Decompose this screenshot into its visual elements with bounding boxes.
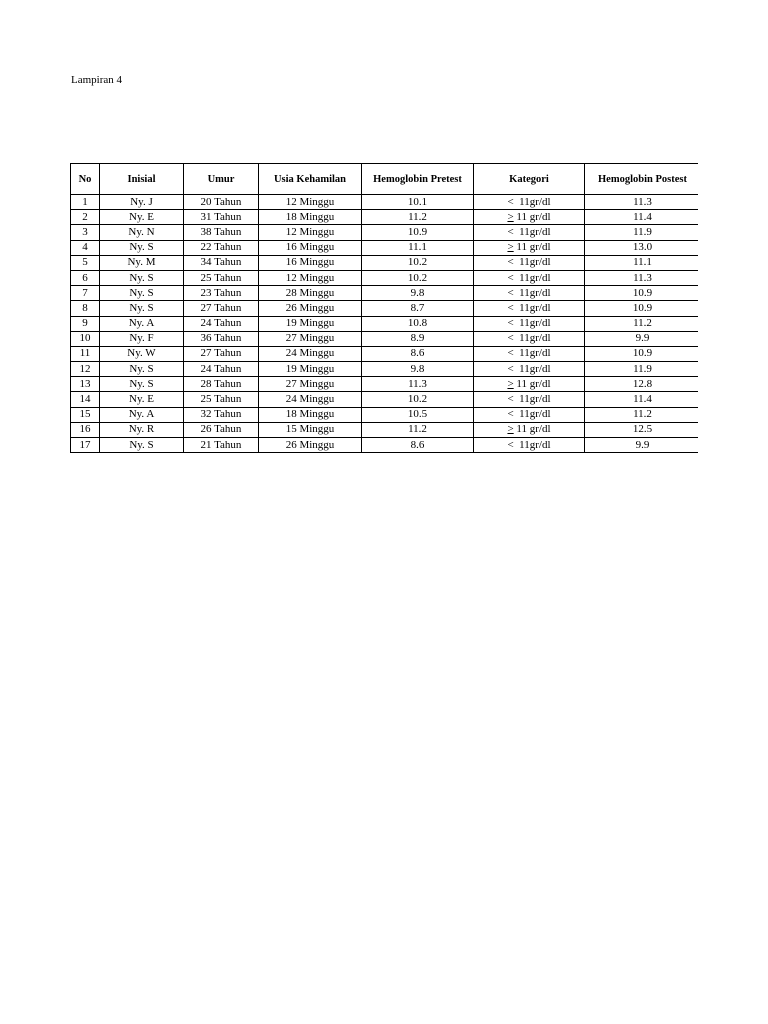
cell-usia-kehamilan: 16 Minggu bbox=[259, 240, 362, 255]
cell-inisial: Ny. F bbox=[100, 331, 184, 346]
table-row bbox=[71, 301, 699, 316]
cell-umur: 28 Tahun bbox=[184, 377, 259, 392]
kategori-value: 11gr/dl bbox=[519, 317, 551, 330]
kategori-value: 11 gr/dl bbox=[516, 210, 551, 223]
kategori-symbol: > bbox=[507, 377, 514, 390]
cell-inisial: Ny. S bbox=[100, 377, 184, 392]
cell-usia-kehamilan: 12 Minggu bbox=[259, 195, 362, 210]
cell-hemoglobin-pretest: 11.3 bbox=[362, 377, 474, 392]
cell-no: 11 bbox=[71, 346, 100, 361]
cell-umur: 23 Tahun bbox=[184, 286, 259, 301]
cell-kategori bbox=[474, 392, 585, 407]
cell-no: 10 bbox=[71, 331, 100, 346]
cell-hemoglobin-pretest: 8.6 bbox=[362, 346, 474, 361]
cell-hemoglobin-postest: 10.9 bbox=[585, 301, 699, 316]
cell-umur: 31 Tahun bbox=[184, 210, 259, 225]
master-table bbox=[70, 163, 698, 453]
kategori-value: 11 gr/dl bbox=[516, 241, 551, 254]
cell-usia-kehamilan: 18 Minggu bbox=[259, 407, 362, 422]
table-row bbox=[71, 240, 699, 255]
cell-usia-kehamilan: 15 Minggu bbox=[259, 422, 362, 437]
column-header-umur: Umur bbox=[184, 164, 259, 195]
cell-no: 5 bbox=[71, 255, 100, 270]
cell-hemoglobin-pretest: 9.8 bbox=[362, 286, 474, 301]
cell-no: 7 bbox=[71, 286, 100, 301]
cell-hemoglobin-postest: 13.0 bbox=[585, 240, 699, 255]
cell-hemoglobin-pretest: 11.1 bbox=[362, 240, 474, 255]
kategori-value: 11gr/dl bbox=[519, 195, 551, 208]
cell-kategori bbox=[474, 438, 585, 453]
kategori-symbol: < bbox=[507, 317, 514, 330]
cell-umur: 22 Tahun bbox=[184, 240, 259, 255]
cell-hemoglobin-postest: 11.1 bbox=[585, 255, 699, 270]
cell-no: 14 bbox=[71, 392, 100, 407]
cell-hemoglobin-postest: 9.9 bbox=[585, 438, 699, 453]
cell-hemoglobin-postest: 11.3 bbox=[585, 195, 699, 210]
cell-inisial: Ny. S bbox=[100, 286, 184, 301]
cell-hemoglobin-postest: 11.3 bbox=[585, 270, 699, 285]
cell-hemoglobin-pretest: 10.1 bbox=[362, 195, 474, 210]
cell-umur: 24 Tahun bbox=[184, 362, 259, 377]
kategori-symbol: < bbox=[507, 393, 514, 406]
cell-no: 15 bbox=[71, 407, 100, 422]
cell-umur: 34 Tahun bbox=[184, 255, 259, 270]
table-row bbox=[71, 377, 699, 392]
kategori-symbol: < bbox=[507, 362, 514, 375]
cell-umur: 32 Tahun bbox=[184, 407, 259, 422]
cell-usia-kehamilan: 27 Minggu bbox=[259, 377, 362, 392]
kategori-value: 11gr/dl bbox=[519, 286, 551, 299]
cell-kategori bbox=[474, 377, 585, 392]
cell-kategori bbox=[474, 331, 585, 346]
table-header-row bbox=[71, 164, 699, 195]
cell-hemoglobin-postest: 9.9 bbox=[585, 331, 699, 346]
cell-usia-kehamilan: 16 Minggu bbox=[259, 255, 362, 270]
cell-hemoglobin-postest: 10.9 bbox=[585, 346, 699, 361]
kategori-value: 11gr/dl bbox=[519, 332, 551, 345]
kategori-symbol: < bbox=[507, 271, 514, 284]
cell-inisial: Ny. S bbox=[100, 270, 184, 285]
table-row bbox=[71, 195, 699, 210]
cell-no: 1 bbox=[71, 195, 100, 210]
cell-hemoglobin-postest: 10.9 bbox=[585, 286, 699, 301]
kategori-value: 11gr/dl bbox=[519, 225, 551, 238]
cell-hemoglobin-postest: 12.8 bbox=[585, 377, 699, 392]
cell-umur: 26 Tahun bbox=[184, 422, 259, 437]
cell-no: 3 bbox=[71, 225, 100, 240]
cell-no: 9 bbox=[71, 316, 100, 331]
column-header-hemoglobin-postest: Hemoglobin Postest bbox=[585, 164, 699, 195]
kategori-symbol: > bbox=[507, 210, 514, 223]
table-row bbox=[71, 362, 699, 377]
cell-kategori bbox=[474, 210, 585, 225]
table-row bbox=[71, 346, 699, 361]
table-row bbox=[71, 438, 699, 453]
cell-kategori bbox=[474, 225, 585, 240]
cell-umur: 25 Tahun bbox=[184, 270, 259, 285]
cell-no: 13 bbox=[71, 377, 100, 392]
cell-hemoglobin-postest: 11.9 bbox=[585, 225, 699, 240]
cell-usia-kehamilan: 18 Minggu bbox=[259, 210, 362, 225]
cell-hemoglobin-postest: 11.4 bbox=[585, 392, 699, 407]
master-table-container bbox=[70, 163, 698, 453]
cell-hemoglobin-pretest: 8.6 bbox=[362, 438, 474, 453]
cell-kategori bbox=[474, 301, 585, 316]
column-header-usia-kehamilan: Usia Kehamilan bbox=[259, 164, 362, 195]
cell-hemoglobin-pretest: 10.2 bbox=[362, 392, 474, 407]
cell-kategori bbox=[474, 316, 585, 331]
kategori-symbol: < bbox=[507, 195, 514, 208]
cell-inisial: Ny. S bbox=[100, 438, 184, 453]
cell-inisial: Ny. E bbox=[100, 392, 184, 407]
cell-no: 12 bbox=[71, 362, 100, 377]
cell-hemoglobin-pretest: 11.2 bbox=[362, 210, 474, 225]
cell-usia-kehamilan: 26 Minggu bbox=[259, 301, 362, 316]
table-row bbox=[71, 225, 699, 240]
table-row bbox=[71, 407, 699, 422]
kategori-value: 11 gr/dl bbox=[516, 423, 551, 436]
cell-inisial: Ny. R bbox=[100, 422, 184, 437]
cell-usia-kehamilan: 19 Minggu bbox=[259, 362, 362, 377]
cell-inisial: Ny. A bbox=[100, 407, 184, 422]
cell-hemoglobin-pretest: 10.8 bbox=[362, 316, 474, 331]
cell-usia-kehamilan: 24 Minggu bbox=[259, 346, 362, 361]
cell-hemoglobin-postest: 11.2 bbox=[585, 316, 699, 331]
table-row bbox=[71, 316, 699, 331]
cell-inisial: Ny. A bbox=[100, 316, 184, 331]
table-row bbox=[71, 331, 699, 346]
kategori-symbol: > bbox=[507, 241, 514, 254]
cell-no: 4 bbox=[71, 240, 100, 255]
kategori-value: 11gr/dl bbox=[519, 408, 551, 421]
column-header-no: No bbox=[71, 164, 100, 195]
cell-hemoglobin-pretest: 10.2 bbox=[362, 255, 474, 270]
table-row bbox=[71, 255, 699, 270]
cell-kategori bbox=[474, 270, 585, 285]
cell-inisial: Ny. M bbox=[100, 255, 184, 270]
cell-usia-kehamilan: 12 Minggu bbox=[259, 225, 362, 240]
cell-kategori bbox=[474, 255, 585, 270]
cell-hemoglobin-pretest: 11.2 bbox=[362, 422, 474, 437]
cell-usia-kehamilan: 12 Minggu bbox=[259, 270, 362, 285]
cell-hemoglobin-postest: 11.2 bbox=[585, 407, 699, 422]
table-row bbox=[71, 422, 699, 437]
kategori-symbol: < bbox=[507, 438, 514, 451]
kategori-symbol: < bbox=[507, 301, 514, 314]
kategori-symbol: < bbox=[507, 347, 514, 360]
cell-usia-kehamilan: 19 Minggu bbox=[259, 316, 362, 331]
kategori-symbol: < bbox=[507, 332, 514, 345]
cell-no: 6 bbox=[71, 270, 100, 285]
kategori-value: 11gr/dl bbox=[519, 271, 551, 284]
cell-kategori bbox=[474, 407, 585, 422]
kategori-symbol: < bbox=[507, 225, 514, 238]
cell-hemoglobin-pretest: 8.9 bbox=[362, 331, 474, 346]
cell-hemoglobin-postest: 12.5 bbox=[585, 422, 699, 437]
cell-hemoglobin-postest: 11.9 bbox=[585, 362, 699, 377]
cell-hemoglobin-pretest: 10.2 bbox=[362, 270, 474, 285]
cell-inisial: Ny. E bbox=[100, 210, 184, 225]
cell-umur: 25 Tahun bbox=[184, 392, 259, 407]
cell-usia-kehamilan: 24 Minggu bbox=[259, 392, 362, 407]
cell-hemoglobin-pretest: 10.5 bbox=[362, 407, 474, 422]
table-body bbox=[71, 195, 699, 453]
table-row bbox=[71, 392, 699, 407]
column-header-inisial: Inisial bbox=[100, 164, 184, 195]
cell-kategori bbox=[474, 362, 585, 377]
cell-umur: 24 Tahun bbox=[184, 316, 259, 331]
cell-usia-kehamilan: 28 Minggu bbox=[259, 286, 362, 301]
column-header-kategori: Kategori bbox=[474, 164, 585, 195]
cell-usia-kehamilan: 26 Minggu bbox=[259, 438, 362, 453]
cell-umur: 21 Tahun bbox=[184, 438, 259, 453]
table-row bbox=[71, 210, 699, 225]
cell-umur: 27 Tahun bbox=[184, 301, 259, 316]
kategori-symbol: > bbox=[507, 423, 514, 436]
cell-kategori bbox=[474, 422, 585, 437]
kategori-value: 11gr/dl bbox=[519, 256, 551, 269]
cell-kategori bbox=[474, 240, 585, 255]
kategori-value: 11gr/dl bbox=[519, 301, 551, 314]
appendix-label: Lampiran 4 bbox=[71, 74, 123, 86]
cell-no: 16 bbox=[71, 422, 100, 437]
kategori-symbol: < bbox=[507, 286, 514, 299]
cell-usia-kehamilan: 27 Minggu bbox=[259, 331, 362, 346]
kategori-value: 11gr/dl bbox=[519, 393, 551, 406]
kategori-symbol: < bbox=[507, 256, 514, 269]
column-header-hemoglobin-pretest: Hemoglobin Pretest bbox=[362, 164, 474, 195]
cell-umur: 27 Tahun bbox=[184, 346, 259, 361]
cell-hemoglobin-pretest: 9.8 bbox=[362, 362, 474, 377]
cell-umur: 20 Tahun bbox=[184, 195, 259, 210]
cell-hemoglobin-postest: 11.4 bbox=[585, 210, 699, 225]
cell-inisial: Ny. W bbox=[100, 346, 184, 361]
cell-hemoglobin-pretest: 10.9 bbox=[362, 225, 474, 240]
cell-inisial: Ny. J bbox=[100, 195, 184, 210]
cell-kategori bbox=[474, 195, 585, 210]
table-row bbox=[71, 270, 699, 285]
cell-no: 2 bbox=[71, 210, 100, 225]
kategori-value: 11gr/dl bbox=[519, 347, 551, 360]
cell-inisial: Ny. S bbox=[100, 301, 184, 316]
kategori-value: 11gr/dl bbox=[519, 438, 551, 451]
kategori-symbol: < bbox=[507, 408, 514, 421]
cell-inisial: Ny. S bbox=[100, 240, 184, 255]
cell-umur: 38 Tahun bbox=[184, 225, 259, 240]
table-row bbox=[71, 286, 699, 301]
kategori-value: 11 gr/dl bbox=[516, 377, 551, 390]
cell-kategori bbox=[474, 346, 585, 361]
cell-hemoglobin-pretest: 8.7 bbox=[362, 301, 474, 316]
cell-no: 8 bbox=[71, 301, 100, 316]
cell-no: 17 bbox=[71, 438, 100, 453]
cell-umur: 36 Tahun bbox=[184, 331, 259, 346]
kategori-value: 11gr/dl bbox=[519, 362, 551, 375]
cell-kategori bbox=[474, 286, 585, 301]
cell-inisial: Ny. S bbox=[100, 362, 184, 377]
cell-inisial: Ny. N bbox=[100, 225, 184, 240]
